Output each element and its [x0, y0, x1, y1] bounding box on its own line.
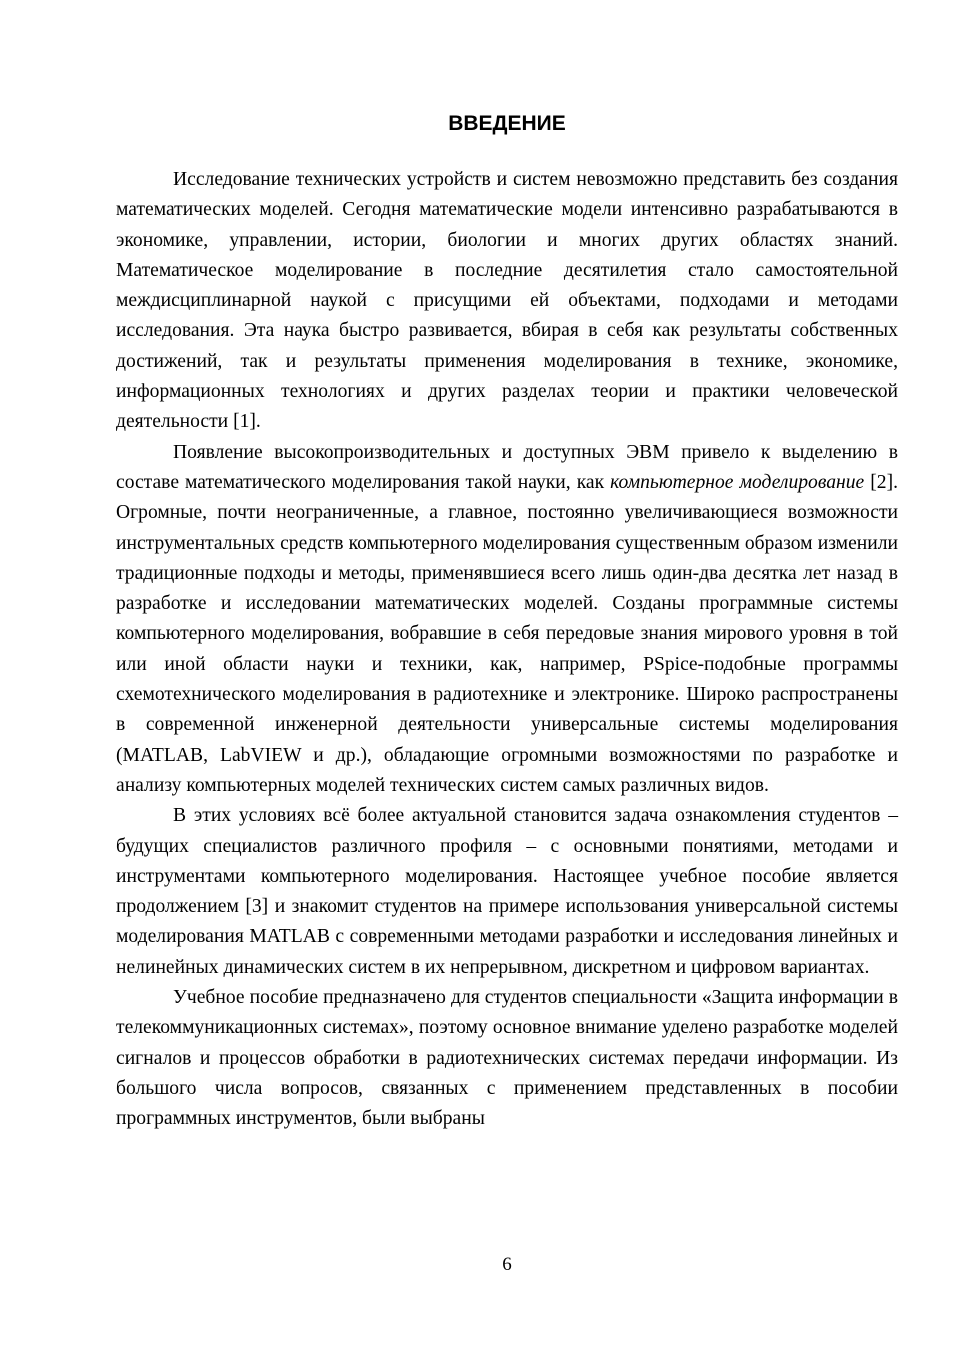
paragraph-2-after: [2]. Огромные, почти неограниченные, а главное, постоянно увеличивающиеся возможности инструментальных средств компьютерного моделирования существенным образом изменили традиционные подходы и методы, применявшиеся всего лишь один-два десятка лет назад в разработке и исследовании математических моделей. Созданы программные системы компьютерного моделирования, вобравшие в себя передовые знания мирового уровня в той или иной области науки и техники, как, например, PSpice-подобные программы схемотехнического моделирования в радиотехнике и электронике. Широко распространены в современной инженерной деятельности универсальные системы моделирования (MATLAB, LabVIEW и др.), обладающие огромными возможностями по разработке и анализу компьютерных моделей технических систем самых различных видов.: [116, 471, 898, 796]
paragraph-3: В этих условиях всё более актуальной становится задача ознакомления студентов – будущих специалистов различного профиля – с основными понятиями, методами и инструментами компьютерного моделирования. Настоящее учебное пособие является продолжением [3] и знакомит студентов на примере использования универсальной системы моделирования MATLAB с современными методами разработки и исследования линейных и нелинейных динамических систем в их непрерывном, дискретном и цифровом вариантах.: [116, 805, 898, 978]
paragraph-1: Исследование технических устройств и систем невозможно представить без создания математических моделей. Сегодня математические модели интенсивно разрабатываются в экономике, управлении, истории, биологии и многих других областях знаний. Математическое моделирование в последние десятилетия стало самостоятельной междисциплинарной наукой с присущими ей объектами, подходами и методами исследования. Эта наука быстро развивается, вбирая в себя как результаты собственных достижений, так и результаты применения моделирования в технике, экономике, информационных технологиях и других разделах теории и практики человеческой деятельности [1].: [116, 169, 898, 433]
paragraph-2: [116, 438, 898, 802]
paragraph-2-before: Появление высокопроизводительных и доступных ЭВМ привело к выделению в составе математического моделирования такой науки, как: [116, 441, 898, 493]
paragraph-2-emphasis: компьютерное моделирование: [610, 471, 865, 493]
paragraph-4: Учебное пособие предназначено для студентов специальности «Защита информации в телекоммуникационных системах», поэтому основное внимание уделено разработке моделей сигналов и процессов обработки в радиотехнических системах передачи информации. Из большого числа вопросов, связанных с применением представленных в пособии программных инструментов, были выбраны: [116, 987, 898, 1130]
body-text: [116, 165, 898, 1135]
page-number: 6: [502, 1254, 512, 1275]
section-heading: ВВЕДЕНИЕ: [448, 112, 566, 135]
